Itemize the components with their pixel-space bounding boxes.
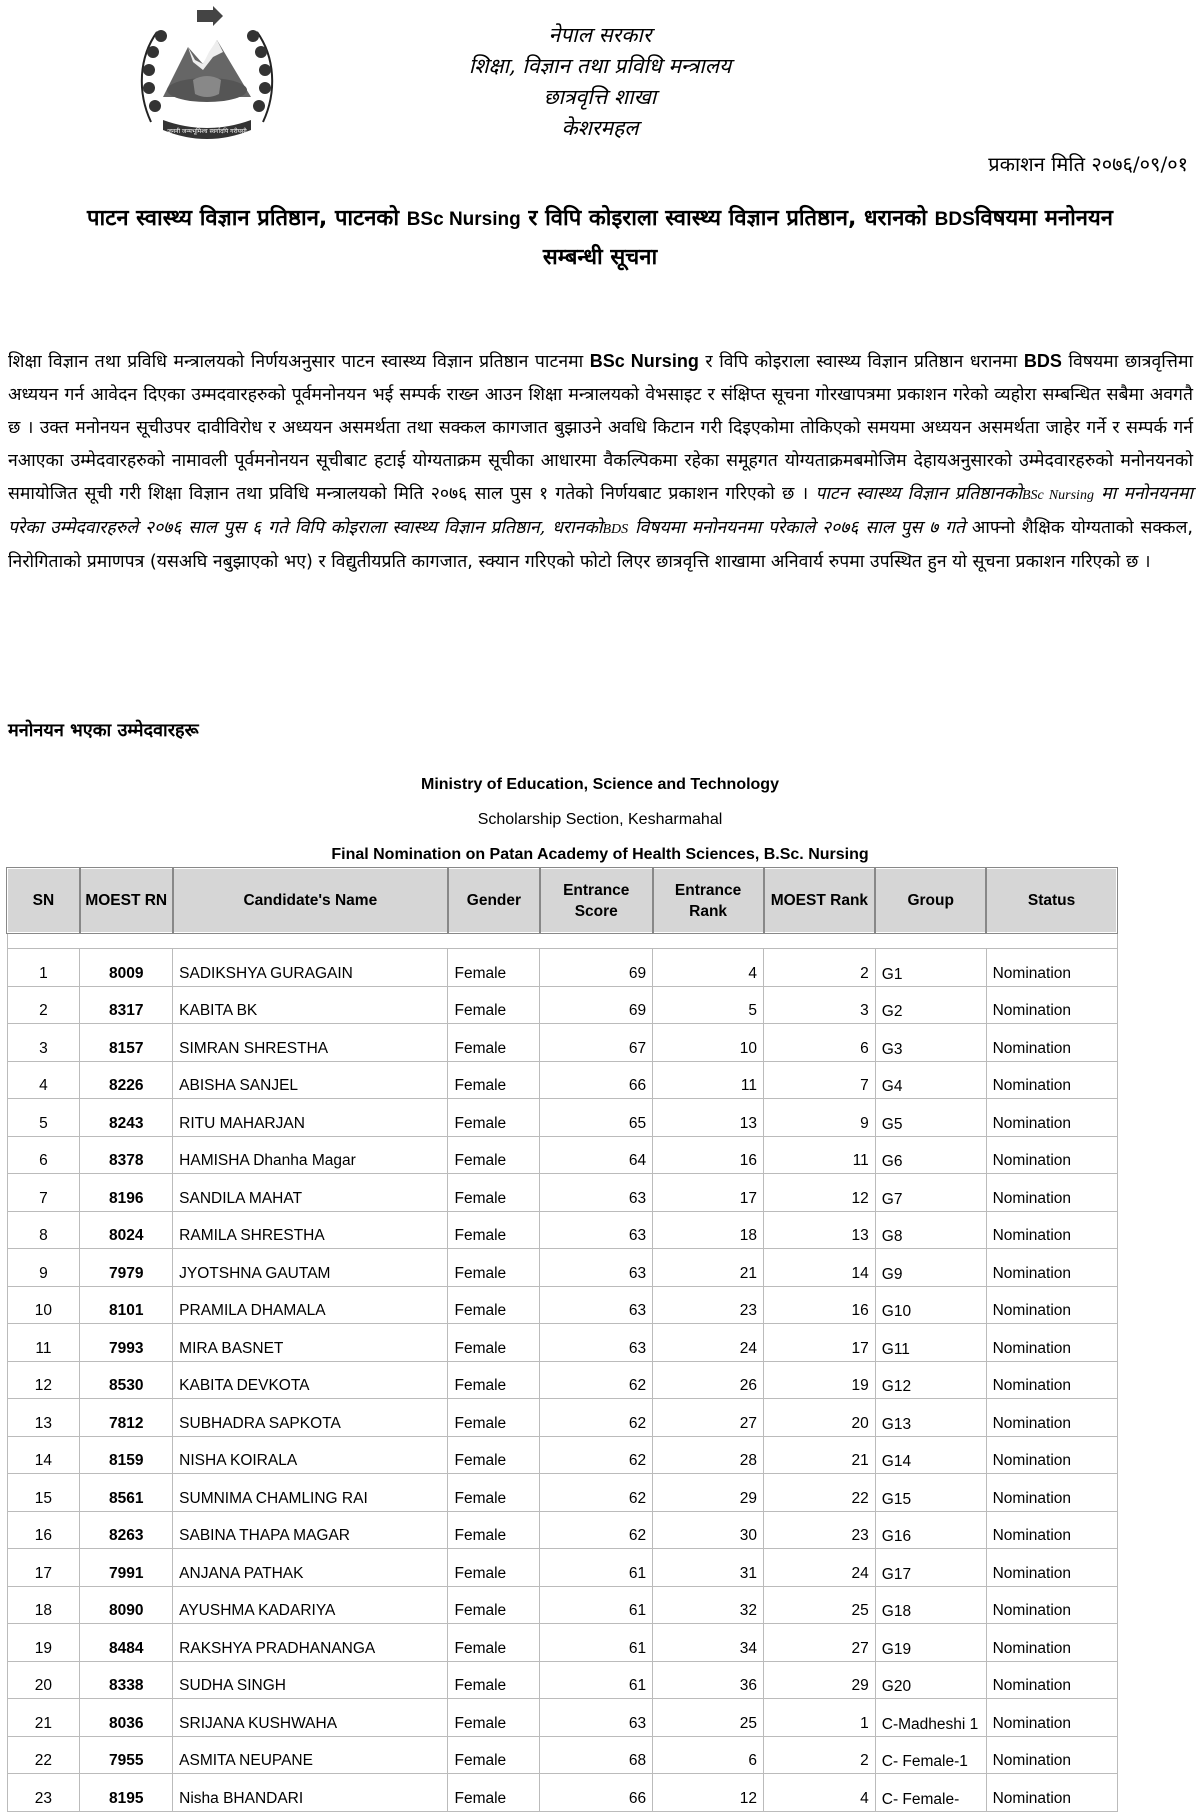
cell-sn: 12 bbox=[7, 1361, 80, 1399]
cell-candidate-name: SUBHADRA SAPKOTA bbox=[173, 1399, 448, 1437]
body-b2: BDS bbox=[1023, 351, 1062, 371]
cell-gender: Female bbox=[448, 1586, 540, 1624]
cell-candidate-name: JYOTSHNA GAUTAM bbox=[173, 1249, 448, 1287]
cell-moest-rn: 8561 bbox=[80, 1474, 173, 1512]
title-en-2: BDS bbox=[934, 209, 975, 230]
cell-group: G1 bbox=[875, 949, 986, 987]
cell-gender: Female bbox=[448, 1511, 540, 1549]
cell-moest-rank: 12 bbox=[764, 1174, 876, 1212]
cell-moest-rn: 8378 bbox=[80, 1136, 173, 1174]
cell-group: G11 bbox=[875, 1324, 986, 1362]
cell-entrance-score: 65 bbox=[540, 1099, 653, 1137]
cell-entrance-score: 63 bbox=[540, 1249, 653, 1287]
cell-sn: 5 bbox=[7, 1099, 80, 1137]
cell-entrance-rank: 23 bbox=[653, 1286, 764, 1324]
cell-candidate-name: SUDHA SINGH bbox=[173, 1661, 448, 1699]
cell-entrance-rank: 10 bbox=[653, 1024, 764, 1062]
cell-moest-rank: 20 bbox=[764, 1399, 876, 1437]
cell-group: G15 bbox=[875, 1474, 986, 1512]
cell-status: Nomination bbox=[986, 1249, 1117, 1287]
notice-title bbox=[10, 200, 1190, 277]
cell-moest-rn: 8090 bbox=[80, 1586, 173, 1624]
cell-entrance-score: 66 bbox=[540, 1061, 653, 1099]
cell-gender: Female bbox=[448, 1736, 540, 1774]
cell-candidate-name: SABINA THAPA MAGAR bbox=[173, 1511, 448, 1549]
cell-status: Nomination bbox=[986, 1474, 1117, 1512]
table-spacer-row bbox=[7, 933, 1117, 949]
cell-status: Nomination bbox=[986, 1136, 1117, 1174]
cell-gender: Female bbox=[448, 1211, 540, 1249]
cell-entrance-score: 68 bbox=[540, 1736, 653, 1774]
cell-gender: Female bbox=[448, 1099, 540, 1137]
cell-gender: Female bbox=[448, 1436, 540, 1474]
cell-moest-rn: 7812 bbox=[80, 1399, 173, 1437]
cell-candidate-name: NISHA KOIRALA bbox=[173, 1436, 448, 1474]
table-row bbox=[7, 1174, 1117, 1212]
table-row bbox=[7, 949, 1117, 987]
cell-status: Nomination bbox=[986, 1286, 1117, 1324]
cell-gender: Female bbox=[448, 1661, 540, 1699]
cell-candidate-name: Nisha BHANDARI bbox=[173, 1774, 448, 1812]
cell-gender: Female bbox=[448, 1249, 540, 1287]
body-s1: शिक्षा विज्ञान तथा प्रविधि मन्त्रालयको निर्णयअनुसार पाटन स्वास्थ्य विज्ञान प्रतिष्ठान पाटनमा bbox=[8, 352, 584, 372]
cell-candidate-name: SANDILA MAHAT bbox=[173, 1174, 448, 1212]
column-header-status: Status bbox=[986, 868, 1117, 933]
column-header-moest-rank: MOEST Rank bbox=[764, 868, 876, 933]
cell-moest-rank: 29 bbox=[764, 1661, 876, 1699]
cell-group: G18 bbox=[875, 1586, 986, 1624]
cell-moest-rank: 7 bbox=[764, 1061, 876, 1099]
cell-candidate-name: AYUSHMA KADARIYA bbox=[173, 1586, 448, 1624]
body-i1-small: BSc Nursing bbox=[1021, 488, 1094, 503]
cell-group: G2 bbox=[875, 986, 986, 1024]
cell-entrance-score: 62 bbox=[540, 1361, 653, 1399]
table-row bbox=[7, 1399, 1117, 1437]
cell-sn: 2 bbox=[7, 986, 80, 1024]
table-row bbox=[7, 1511, 1117, 1549]
cell-candidate-name: SUMNIMA CHAMLING RAI bbox=[173, 1474, 448, 1512]
cell-entrance-rank: 13 bbox=[653, 1099, 764, 1137]
cell-moest-rn: 8243 bbox=[80, 1099, 173, 1137]
table-row bbox=[7, 1474, 1117, 1512]
cell-sn: 19 bbox=[7, 1624, 80, 1662]
cell-moest-rn: 7955 bbox=[80, 1736, 173, 1774]
table-row bbox=[7, 1774, 1117, 1812]
cell-status: Nomination bbox=[986, 1736, 1117, 1774]
cell-entrance-score: 62 bbox=[540, 1511, 653, 1549]
cell-candidate-name: SIMRAN SHRESTHA bbox=[173, 1024, 448, 1062]
table-header-row bbox=[7, 868, 1117, 933]
nomination-table bbox=[6, 867, 1118, 1812]
cell-entrance-score: 66 bbox=[540, 1774, 653, 1812]
cell-group: G8 bbox=[875, 1211, 986, 1249]
cell-entrance-score: 63 bbox=[540, 1211, 653, 1249]
table-heading-section: Scholarship Section, Kesharmahal bbox=[477, 811, 723, 828]
column-header-entrance-rank: Entrance Rank bbox=[653, 868, 764, 933]
cell-sn: 17 bbox=[7, 1549, 80, 1587]
cell-moest-rank: 27 bbox=[764, 1624, 876, 1662]
cell-group: G16 bbox=[875, 1511, 986, 1549]
cell-group: G14 bbox=[875, 1436, 986, 1474]
cell-candidate-name: PRAMILA DHAMALA bbox=[173, 1286, 448, 1324]
cell-status: Nomination bbox=[986, 1511, 1117, 1549]
cell-status: Nomination bbox=[986, 1099, 1117, 1137]
cell-candidate-name: SRIJANA KUSHWAHA bbox=[173, 1699, 448, 1737]
cell-group: C-Madheshi 1 bbox=[875, 1699, 986, 1737]
body-s2: र विपि कोइराला स्वास्थ्य विज्ञान प्रतिष्ठान धरानमा bbox=[705, 352, 1018, 372]
cell-status: Nomination bbox=[986, 1324, 1117, 1362]
cell-gender: Female bbox=[448, 1061, 540, 1099]
cell-entrance-score: 69 bbox=[540, 949, 653, 987]
cell-group: G7 bbox=[875, 1174, 986, 1212]
table-row bbox=[7, 1286, 1117, 1324]
cell-sn: 6 bbox=[7, 1136, 80, 1174]
table-row bbox=[7, 1361, 1117, 1399]
notice-body bbox=[8, 345, 1193, 579]
column-header-gender: Gender bbox=[448, 868, 540, 933]
cell-candidate-name: ANJANA PATHAK bbox=[173, 1549, 448, 1587]
cell-sn: 22 bbox=[7, 1736, 80, 1774]
cell-entrance-rank: 18 bbox=[653, 1211, 764, 1249]
table-row bbox=[7, 986, 1117, 1024]
cell-status: Nomination bbox=[986, 1061, 1117, 1099]
cell-group: G5 bbox=[875, 1099, 986, 1137]
cell-status: Nomination bbox=[986, 1174, 1117, 1212]
cell-status: Nomination bbox=[986, 1436, 1117, 1474]
cell-moest-rank: 13 bbox=[764, 1211, 876, 1249]
cell-status: Nomination bbox=[986, 1211, 1117, 1249]
cell-moest-rn: 7991 bbox=[80, 1549, 173, 1587]
cell-entrance-rank: 34 bbox=[653, 1624, 764, 1662]
cell-moest-rn: 7979 bbox=[80, 1249, 173, 1287]
cell-moest-rank: 9 bbox=[764, 1099, 876, 1137]
cell-group: C- Female- bbox=[875, 1774, 986, 1812]
cell-moest-rn: 8024 bbox=[80, 1211, 173, 1249]
body-i3: विषयमा मनोनयनमा परेकाले २०७६ साल पुस ७ गते bbox=[634, 518, 966, 538]
cell-status: Nomination bbox=[986, 1361, 1117, 1399]
cell-candidate-name: MIRA BASNET bbox=[173, 1324, 448, 1362]
cell-entrance-score: 69 bbox=[540, 986, 653, 1024]
cell-moest-rank: 1 bbox=[764, 1699, 876, 1737]
cell-moest-rn: 8159 bbox=[80, 1436, 173, 1474]
title-en-1: BSc Nursing bbox=[406, 209, 521, 230]
table-heading-ministry: Ministry of Education, Science and Technology bbox=[421, 776, 779, 793]
cell-gender: Female bbox=[448, 1549, 540, 1587]
cell-sn: 7 bbox=[7, 1174, 80, 1212]
cell-entrance-score: 61 bbox=[540, 1586, 653, 1624]
publication-date: प्रकाशन मिति २०७६/०९/०१ bbox=[988, 152, 1188, 176]
table-row bbox=[7, 1436, 1117, 1474]
nominees-heading: मनोनयन भएका उम्मेदवारहरू bbox=[8, 720, 199, 741]
cell-entrance-rank: 5 bbox=[653, 986, 764, 1024]
cell-status: Nomination bbox=[986, 1624, 1117, 1662]
cell-status: Nomination bbox=[986, 1774, 1117, 1812]
cell-sn: 8 bbox=[7, 1211, 80, 1249]
table-row bbox=[7, 1136, 1117, 1174]
cell-entrance-rank: 17 bbox=[653, 1174, 764, 1212]
cell-moest-rn: 7993 bbox=[80, 1324, 173, 1362]
cell-status: Nomination bbox=[986, 1549, 1117, 1587]
cell-sn: 10 bbox=[7, 1286, 80, 1324]
cell-group: G6 bbox=[875, 1136, 986, 1174]
cell-gender: Female bbox=[448, 1136, 540, 1174]
cell-status: Nomination bbox=[986, 1399, 1117, 1437]
cell-entrance-rank: 6 bbox=[653, 1736, 764, 1774]
cell-sn: 13 bbox=[7, 1399, 80, 1437]
cell-gender: Female bbox=[448, 1774, 540, 1812]
cell-gender: Female bbox=[448, 986, 540, 1024]
cell-entrance-score: 62 bbox=[540, 1399, 653, 1437]
cell-sn: 9 bbox=[7, 1249, 80, 1287]
ministry-header bbox=[380, 20, 820, 144]
cell-moest-rn: 8530 bbox=[80, 1361, 173, 1399]
table-row bbox=[7, 1661, 1117, 1699]
cell-moest-rn: 8196 bbox=[80, 1174, 173, 1212]
table-row bbox=[7, 1249, 1117, 1287]
cell-entrance-rank: 29 bbox=[653, 1474, 764, 1512]
cell-entrance-rank: 16 bbox=[653, 1136, 764, 1174]
cell-moest-rn: 8195 bbox=[80, 1774, 173, 1812]
cell-sn: 15 bbox=[7, 1474, 80, 1512]
cell-status: Nomination bbox=[986, 1024, 1117, 1062]
cell-sn: 4 bbox=[7, 1061, 80, 1099]
cell-moest-rank: 11 bbox=[764, 1136, 876, 1174]
cell-moest-rank: 16 bbox=[764, 1286, 876, 1324]
cell-candidate-name: RAMILA SHRESTHA bbox=[173, 1211, 448, 1249]
cell-entrance-rank: 24 bbox=[653, 1324, 764, 1362]
cell-moest-rank: 22 bbox=[764, 1474, 876, 1512]
cell-gender: Female bbox=[448, 1474, 540, 1512]
cell-entrance-score: 61 bbox=[540, 1549, 653, 1587]
cell-moest-rn: 8226 bbox=[80, 1061, 173, 1099]
cell-status: Nomination bbox=[986, 1586, 1117, 1624]
cell-moest-rank: 3 bbox=[764, 986, 876, 1024]
table-row bbox=[7, 1699, 1117, 1737]
cell-moest-rank: 17 bbox=[764, 1324, 876, 1362]
cell-moest-rank: 25 bbox=[764, 1586, 876, 1624]
cell-gender: Female bbox=[448, 1324, 540, 1362]
column-header-entrance-score: Entrance Score bbox=[540, 868, 653, 933]
cell-sn: 20 bbox=[7, 1661, 80, 1699]
cell-entrance-rank: 36 bbox=[653, 1661, 764, 1699]
cell-gender: Female bbox=[448, 1399, 540, 1437]
cell-moest-rn: 8009 bbox=[80, 949, 173, 987]
cell-entrance-score: 63 bbox=[540, 1324, 653, 1362]
cell-gender: Female bbox=[448, 1024, 540, 1062]
cell-status: Nomination bbox=[986, 1699, 1117, 1737]
cell-entrance-rank: 21 bbox=[653, 1249, 764, 1287]
cell-moest-rank: 2 bbox=[764, 1736, 876, 1774]
column-header-sn: SN bbox=[7, 868, 80, 933]
cell-group: G9 bbox=[875, 1249, 986, 1287]
svg-text:जननी जन्मभूमिश्च स्वर्गादपि गर: जननी जन्मभूमिश्च स्वर्गादपि गरीयसी bbox=[167, 128, 247, 135]
cell-moest-rank: 2 bbox=[764, 949, 876, 987]
cell-candidate-name: ABISHA SANJEL bbox=[173, 1061, 448, 1099]
cell-group: G20 bbox=[875, 1661, 986, 1699]
cell-candidate-name: RITU MAHARJAN bbox=[173, 1099, 448, 1137]
table-row bbox=[7, 1211, 1117, 1249]
header-line-4: केशरमहल bbox=[561, 116, 639, 140]
cell-sn: 23 bbox=[7, 1774, 80, 1812]
column-header-candidate-name: Candidate's Name bbox=[173, 868, 448, 933]
table-row bbox=[7, 1586, 1117, 1624]
cell-entrance-rank: 12 bbox=[653, 1774, 764, 1812]
cell-entrance-score: 62 bbox=[540, 1436, 653, 1474]
cell-entrance-score: 61 bbox=[540, 1624, 653, 1662]
cell-moest-rank: 4 bbox=[764, 1774, 876, 1812]
cell-moest-rank: 24 bbox=[764, 1549, 876, 1587]
cell-candidate-name: KABITA DEVKOTA bbox=[173, 1361, 448, 1399]
cell-gender: Female bbox=[448, 1174, 540, 1212]
column-header-moest-rn: MOEST RN bbox=[80, 868, 173, 933]
cell-entrance-rank: 11 bbox=[653, 1061, 764, 1099]
table-row bbox=[7, 1736, 1117, 1774]
table-row bbox=[7, 1099, 1117, 1137]
cell-entrance-score: 62 bbox=[540, 1474, 653, 1512]
cell-sn: 14 bbox=[7, 1436, 80, 1474]
cell-gender: Female bbox=[448, 1699, 540, 1737]
column-header-group: Group bbox=[875, 868, 986, 933]
cell-moest-rn: 8338 bbox=[80, 1661, 173, 1699]
cell-entrance-rank: 32 bbox=[653, 1586, 764, 1624]
cell-group: G10 bbox=[875, 1286, 986, 1324]
cell-entrance-rank: 26 bbox=[653, 1361, 764, 1399]
cell-status: Nomination bbox=[986, 986, 1117, 1024]
cell-entrance-score: 61 bbox=[540, 1661, 653, 1699]
cell-entrance-rank: 27 bbox=[653, 1399, 764, 1437]
cell-candidate-name: ASMITA NEUPANE bbox=[173, 1736, 448, 1774]
cell-gender: Female bbox=[448, 1624, 540, 1662]
title-part-1: पाटन स्वास्थ्य विज्ञान प्रतिष्ठान, पाटनको bbox=[87, 206, 400, 231]
cell-group: G3 bbox=[875, 1024, 986, 1062]
cell-sn: 16 bbox=[7, 1511, 80, 1549]
title-line-2: सम्बन्धी सूचना bbox=[542, 245, 658, 270]
cell-entrance-rank: 30 bbox=[653, 1511, 764, 1549]
cell-entrance-rank: 31 bbox=[653, 1549, 764, 1587]
header-line-2: शिक्षा, विज्ञान तथा प्रविधि मन्त्रालय bbox=[468, 54, 732, 78]
body-i2: मा मनोनयनमा परेका उम्मेदवारहरुले २०७६ साल पुस ६ गते विपि कोइराला स्वास्थ्य विज्ञान प्रतिष्ठान, धरानको bbox=[8, 484, 1194, 538]
cell-entrance-rank: 25 bbox=[653, 1699, 764, 1737]
table-heading-final: Final Nomination on Patan Academy of Health Sciences, B.Sc. Nursing bbox=[331, 846, 869, 863]
cell-candidate-name: RAKSHYA PRADHANANGA bbox=[173, 1624, 448, 1662]
title-part-2: र विपि कोइराला स्वास्थ्य विज्ञान प्रतिष्ठान, धरानको bbox=[528, 206, 927, 231]
nepal-emblem-icon bbox=[133, 2, 281, 154]
cell-gender: Female bbox=[448, 949, 540, 987]
cell-group: G4 bbox=[875, 1061, 986, 1099]
table-row bbox=[7, 1024, 1117, 1062]
cell-entrance-score: 63 bbox=[540, 1174, 653, 1212]
cell-moest-rn: 8036 bbox=[80, 1699, 173, 1737]
cell-entrance-score: 63 bbox=[540, 1699, 653, 1737]
cell-moest-rank: 23 bbox=[764, 1511, 876, 1549]
table-row bbox=[7, 1061, 1117, 1099]
body-s3: विषयमा छात्रवृत्तिमा अध्ययन गर्न आवेदन दिएका उम्मदवारहरुको पूर्वमनोनयन भई सम्पर्क राख्न आउन शिक्षा मन्त्रालयको वेभसाइट र संक्षिप्त सूचना गोरखापत्रमा प्रकाशन गरेको व्यहोरा सम्बन्धित सबैमा अवगतै छ । उक्त मनोनयन सूचीउपर दावीविरोध र अध्ययन असमर्थता तथा सक्कल कागजात बुझाउने अवधि किटान गरी दिइएकोमा तोकिएको समयमा अध्ययन असमर्थता जाहेर गर्ने र सम्पर्क गर्न नआएका उम्मेदवारहरुको नामावली पूर्वमनोनयन सूचीबाट हटाई योग्यताक्रम सूचीका आधारमा वैकल्पिकमा रहेका समूहगत योग्यताक्रमबमोजिम देहायअनुसारको उम्मेदवारहरुको मनोनयनको समायोजित सूची गरी शिक्षा विज्ञान तथा प्रविधि मन्त्रालयको मिति २०७६ साल पुस १ गतेको निर्णयबाट प्रकाशन गरिएको छ । bbox=[8, 352, 1194, 504]
table-row bbox=[7, 1549, 1117, 1587]
title-part-3: विषयमा मनोनयन bbox=[974, 206, 1113, 231]
cell-moest-rn: 8101 bbox=[80, 1286, 173, 1324]
cell-group: G17 bbox=[875, 1549, 986, 1587]
cell-candidate-name: SADIKSHYA GURAGAIN bbox=[173, 949, 448, 987]
cell-moest-rn: 8484 bbox=[80, 1624, 173, 1662]
cell-entrance-score: 63 bbox=[540, 1286, 653, 1324]
cell-sn: 1 bbox=[7, 949, 80, 987]
cell-gender: Female bbox=[448, 1286, 540, 1324]
cell-entrance-score: 67 bbox=[540, 1024, 653, 1062]
cell-sn: 11 bbox=[7, 1324, 80, 1362]
cell-status: Nomination bbox=[986, 949, 1117, 987]
cell-moest-rank: 14 bbox=[764, 1249, 876, 1287]
cell-moest-rank: 21 bbox=[764, 1436, 876, 1474]
header-line-3: छात्रवृत्ति शाखा bbox=[543, 85, 657, 109]
cell-group: G13 bbox=[875, 1399, 986, 1437]
cell-sn: 18 bbox=[7, 1586, 80, 1624]
cell-moest-rn: 8157 bbox=[80, 1024, 173, 1062]
cell-group: G19 bbox=[875, 1624, 986, 1662]
header-line-1: नेपाल सरकार bbox=[548, 23, 652, 47]
body-i1: पाटन स्वास्थ्य विज्ञान प्रतिष्ठानको bbox=[815, 484, 1022, 504]
cell-moest-rn: 8263 bbox=[80, 1511, 173, 1549]
cell-entrance-score: 64 bbox=[540, 1136, 653, 1174]
cell-sn: 21 bbox=[7, 1699, 80, 1737]
table-row bbox=[7, 1624, 1117, 1662]
cell-entrance-rank: 28 bbox=[653, 1436, 764, 1474]
cell-candidate-name: HAMISHA Dhanha Magar bbox=[173, 1136, 448, 1174]
cell-moest-rank: 19 bbox=[764, 1361, 876, 1399]
body-b1: BSc Nursing bbox=[589, 351, 699, 371]
cell-group: G12 bbox=[875, 1361, 986, 1399]
cell-moest-rank: 6 bbox=[764, 1024, 876, 1062]
cell-sn: 3 bbox=[7, 1024, 80, 1062]
cell-moest-rn: 8317 bbox=[80, 986, 173, 1024]
table-row bbox=[7, 1324, 1117, 1362]
cell-candidate-name: KABITA BK bbox=[173, 986, 448, 1024]
body-s4: आफ्नो शैक्षिक योग्यताको सक्कल, निरोगिताको प्रमाणपत्र (यसअघि नबुझाएको भए) र विद्युतीयप्रति कागजात, स्क्यान गरिएको फोटो लिएर छात्रवृत्ति शाखामा अनिवार्य रुपमा उपस्थित हुन यो सूचना प्रकाशन गरिएको छ । bbox=[8, 518, 1194, 572]
cell-status: Nomination bbox=[986, 1661, 1117, 1699]
cell-gender: Female bbox=[448, 1361, 540, 1399]
body-i2-small: BDS bbox=[602, 522, 629, 537]
cell-group: C- Female-1 bbox=[875, 1736, 986, 1774]
cell-entrance-rank: 4 bbox=[653, 949, 764, 987]
